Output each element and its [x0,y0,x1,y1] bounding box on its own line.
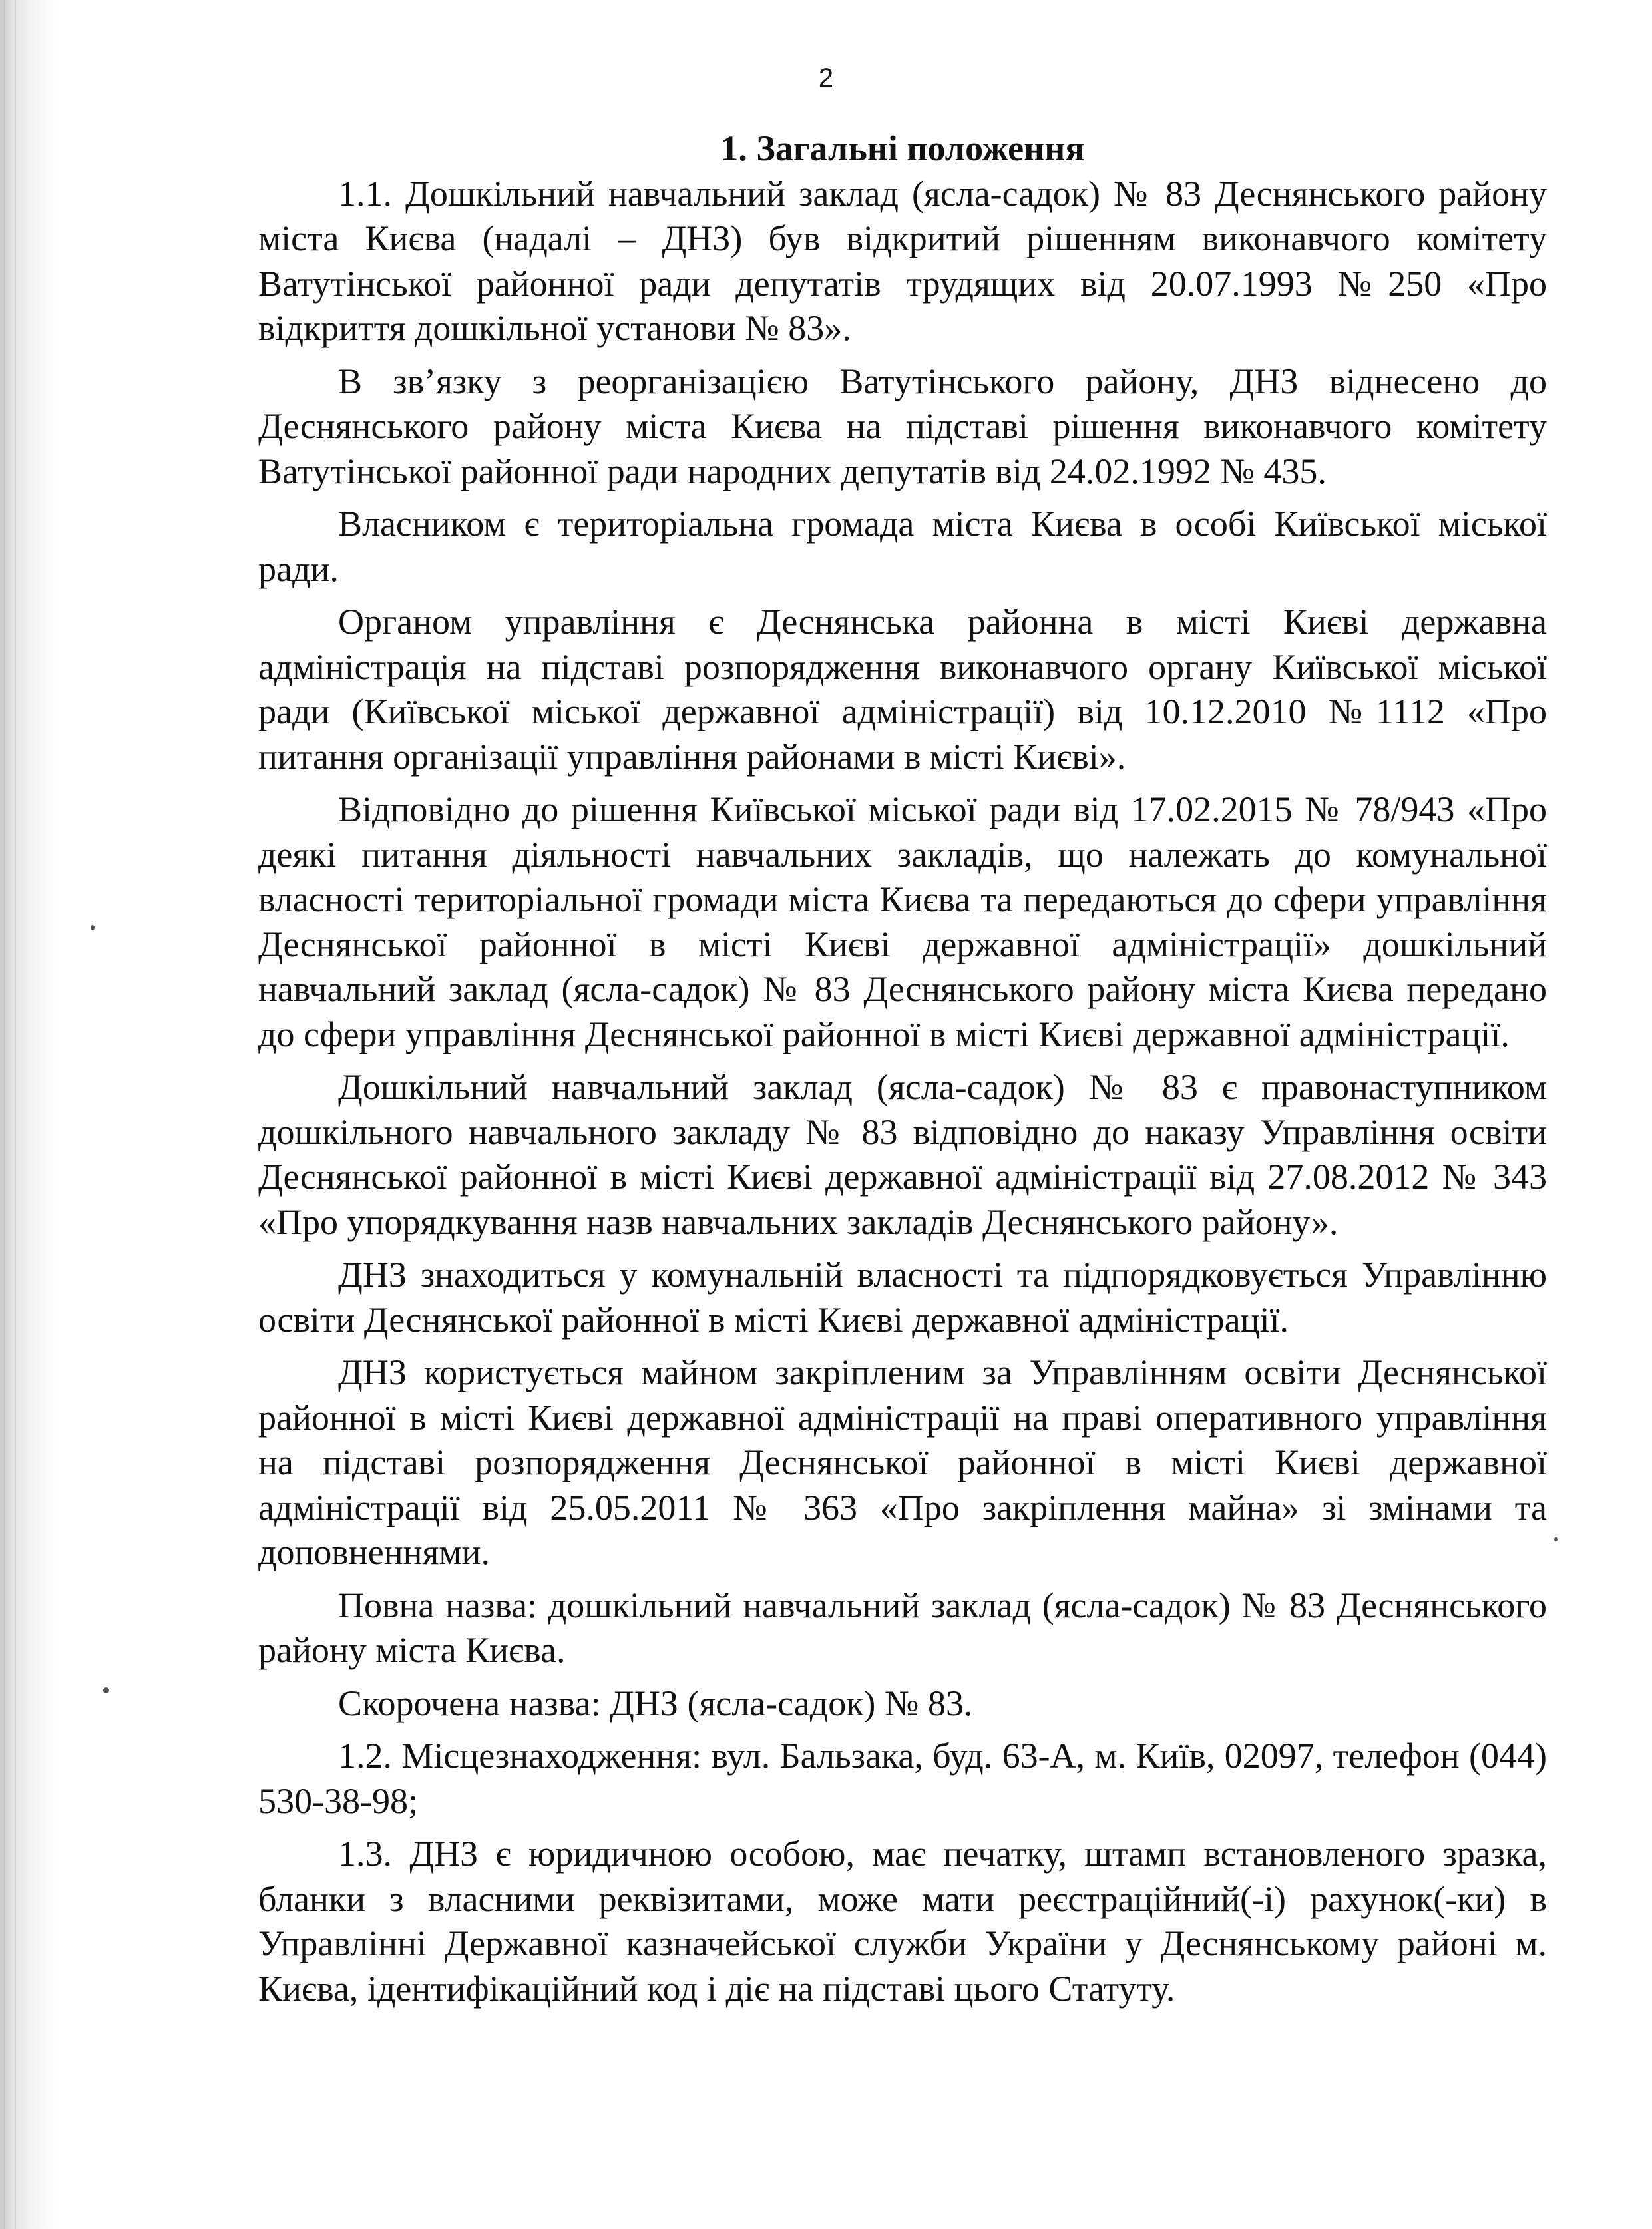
paragraph-1-1: 1.1. Дошкільний навчальний заклад (ясла-садок) № 83 Деснянського району міста Києва (надалі – ДНЗ) був відкритий рішенням виконавчого комітету Ватутінської районної ради депутатів трудящих від 20.07.1993 №250 «Про відкриття дошкільної установи № 83». [258,173,1547,348]
paragraph-legal-successor: Дошкільний навчальний заклад (ясла-садок) № 83 є правонаступником дошкільного навчального закладу № 83 відповідно до наказу Управління освіти Деснянської районної в місті Києві державної адміністрації від 27.08.2012 № 343 «Про упорядкування назв навчальних закладів Деснянського району». [258,1067,1547,1242]
paragraph-owner: Власником є територіальна громада міста Києва в особі Київської міської ради. [258,504,1547,589]
paragraph-full-name: Повна назва: дошкільний навчальний заклад (ясла-садок) № 83 Деснянського району міста Києва. [258,1585,1547,1670]
section-title: 1. Загальні положення [720,128,1085,168]
scan-speck [103,1687,109,1693]
binding-edge-shadow [0,0,60,2229]
page-number: 2 [818,63,834,93]
paragraph-1-2-location: 1.2. Місцезнаходження: вул. Бальзака, буд. 63-А, м. Київ, 02097, телефон (044) 530-38-98; [258,1736,1547,1821]
document-body [258,126,1547,2011]
binding-edge-line [15,0,16,2229]
scan-speck [1554,1537,1558,1541]
paragraph-city-council-decision: Відповідно до рішення Київської міської ради від 17.02.2015 № 78/943 «Про деякі питання діяльності навчальних закладів, що належать до комунальної власності територіальної громади міста Києва та передаються до сфери управління Деснянської районної в місті Києві державної адміністрації» дошкільний навчальний заклад (ясла-садок) № 83 Деснянського району міста Києва передано до сфери управління Деснянської районної в місті Києві державної адміністрації. [258,789,1547,1054]
paragraph-short-name: Скорочена назва: ДНЗ (ясла-садок) № 83. [338,1683,973,1723]
paragraph-reorganization: В зв’язку з реорганізацією Ватутінського району, ДНЗ віднесено до Деснянського району міста Києва на підставі рішення виконавчого комітету Ватутінської районної ради народних депутатів від 24.02.1992 № 435. [258,361,1547,491]
paragraph-property-use: ДНЗ користується майном закріпленим за Управлінням освіти Деснянської районної в місті Києві державної адміністрації на праві оперативного управління на підставі розпорядження Деснянської районної в місті Києві державної адміністрації від 25.05.2011 № 363 «Про закріплення майна» зі змінами та доповненнями. [258,1352,1547,1572]
paragraph-communal-property: ДНЗ знаходиться у комунальній власності та підпорядковується Управлінню освіти Деснянської районної в місті Києві державної адміністрації. [258,1255,1547,1340]
paragraph-governing-body: Органом управління є Деснянська районна в місті Києві державна адміністрація на підставі розпорядження виконавчого органу Київської міської ради (Київської міської державної адміністрації) від 10.12.2010 №1112 «Про питання організації управління районами в місті Києві». [258,602,1547,777]
scan-speck [91,925,95,930]
paragraph-1-3-legal-entity: 1.3. ДНЗ є юридичною особою, має печатку, штамп встановленого зразка, бланки з власними реквізитами, може мати реєстраційний(-і) рахунок(-ки) в Управлінні Державної казначейської служби України у Деснянському районі м. Києва, ідентифікаційний код і діє на підставі цього Статуту. [258,1834,1547,2009]
binding-edge-line [4,0,5,2229]
